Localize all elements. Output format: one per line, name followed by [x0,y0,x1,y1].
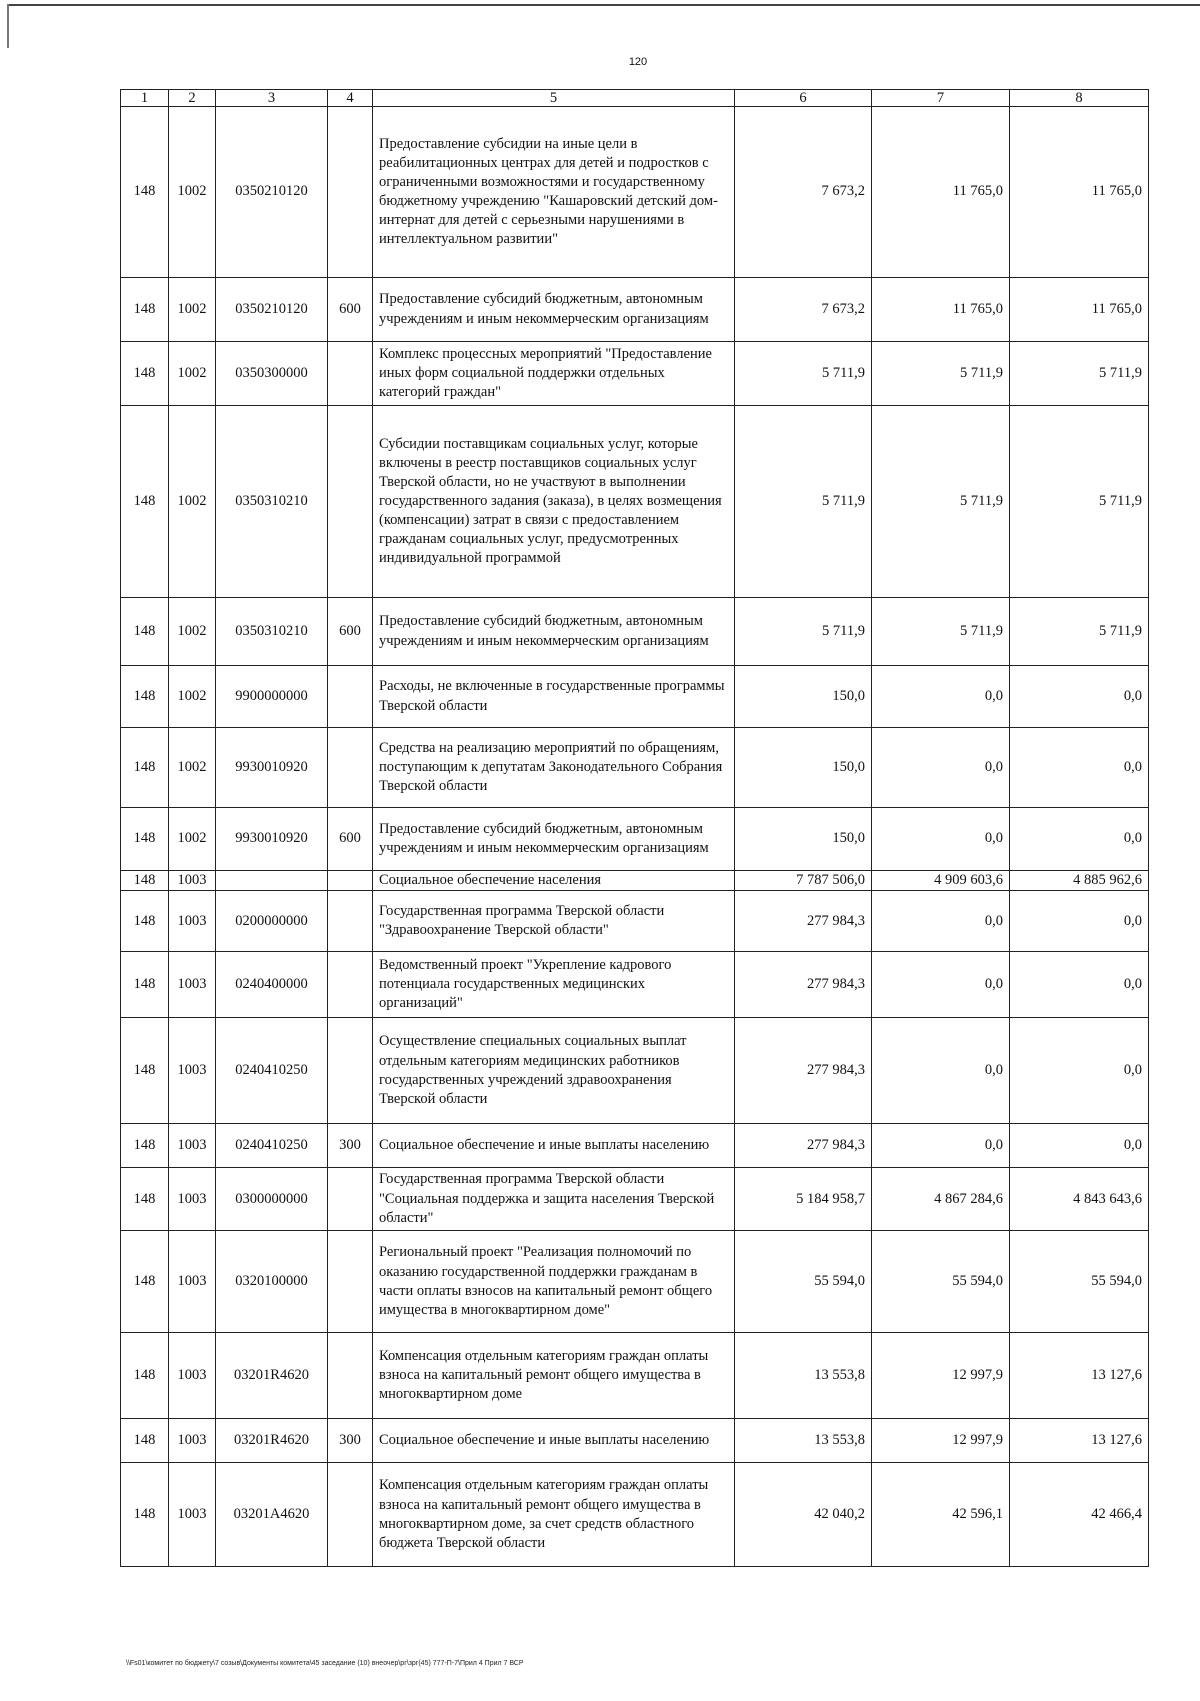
row-description: Предоставление субсидий бюджетным, автономным учреждениям и иным некоммерческим организациям [373,598,735,666]
amount-col6: 13 553,8 [735,1333,872,1419]
ministry-code: 148 [121,808,169,871]
row-description: Расходы, не включенные в государственные программы Тверской области [373,666,735,728]
expense-type-code [328,107,373,278]
target-article-code: 9930010920 [216,808,328,871]
row-description: Социальное обеспечение и иные выплаты населению [373,1419,735,1463]
row-description: Ведомственный проект "Укрепление кадрового потенциала государственных медицинских организаций" [373,952,735,1018]
amount-col6: 5 711,9 [735,406,872,598]
amount-col8: 0,0 [1010,666,1149,728]
section-code: 1002 [169,342,216,406]
expense-type-code [328,1231,373,1333]
amount-col6: 7 673,2 [735,278,872,342]
amount-col7: 0,0 [872,1124,1010,1168]
row-description: Социальное обеспечение и иные выплаты населению [373,1124,735,1168]
amount-col7: 55 594,0 [872,1231,1010,1333]
page-number: 120 [628,56,648,68]
column-header: 5 [373,90,735,107]
amount-col6: 277 984,3 [735,952,872,1018]
amount-col8: 0,0 [1010,891,1149,952]
row-description: Средства на реализацию мероприятий по обращениям, поступающим к депутатам Законодательного Собрания Тверской области [373,728,735,808]
section-code: 1003 [169,1419,216,1463]
target-article-code: 9900000000 [216,666,328,728]
ministry-code: 148 [121,1124,169,1168]
file-path-footer: \\Fs01\комитет по бюджету\7 созыв\Документы комитета\45 заседание (10) внеочер\рг\зрг(45) 777-П-7\Прил 4 Прил 7 ВСР [126,1660,524,1667]
expense-type-code: 600 [328,598,373,666]
amount-col8: 0,0 [1010,728,1149,808]
ministry-code: 148 [121,1231,169,1333]
target-article-code: 03201A4620 [216,1463,328,1567]
section-code: 1003 [169,871,216,891]
ministry-code: 148 [121,1018,169,1124]
section-code: 1003 [169,1333,216,1419]
target-article-code: 0320100000 [216,1231,328,1333]
row-description: Осуществление специальных социальных выплат отдельным категориям медицинских работников государственных учреждений здравоохранения Тверской области [373,1018,735,1124]
target-article-code: 0350300000 [216,342,328,406]
ministry-code: 148 [121,278,169,342]
amount-col7: 11 765,0 [872,278,1010,342]
target-article-code: 0240400000 [216,952,328,1018]
row-description: Компенсация отдельным категориям граждан оплаты взноса на капитальный ремонт общего имущества в многоквартирном доме, за счет средств областного бюджета Тверской области [373,1463,735,1567]
ministry-code: 148 [121,891,169,952]
expense-type-code: 600 [328,808,373,871]
row-description: Региональный проект "Реализация полномочий по оказанию государственной поддержки гражданам в части оплаты взносов на капитальный ремонт общего имущества в многоквартирном доме" [373,1231,735,1333]
target-article-code: 0350210120 [216,107,328,278]
amount-col8: 11 765,0 [1010,278,1149,342]
amount-col7: 5 711,9 [872,342,1010,406]
scan-edge-line [8,4,1200,6]
section-code: 1002 [169,406,216,598]
amount-col7: 12 997,9 [872,1419,1010,1463]
row-description: Предоставление субсидий бюджетным, автономным учреждениям и иным некоммерческим организациям [373,278,735,342]
table-row [121,1018,1149,1124]
target-article-code: 03201R4620 [216,1333,328,1419]
target-article-code: 0200000000 [216,891,328,952]
amount-col6: 5 184 958,7 [735,1168,872,1231]
section-code: 1003 [169,1124,216,1168]
section-code: 1003 [169,952,216,1018]
section-code: 1003 [169,891,216,952]
table-row [121,728,1149,808]
expense-type-code [328,1463,373,1567]
ministry-code: 148 [121,1168,169,1231]
amount-col6: 277 984,3 [735,1124,872,1168]
expense-type-code [328,666,373,728]
amount-col7: 0,0 [872,728,1010,808]
table-row [121,952,1149,1018]
row-description: Предоставление субсидии на иные цели в реабилитационных центрах для детей и подростков с ограниченными возможностями и государственному бюджетному учреждению "Кашаровский детский дом-интернат для детей с серьезными нарушениями в интеллектуальном развитии" [373,107,735,278]
row-description: Предоставление субсидий бюджетным, автономным учреждениям и иным некоммерческим организациям [373,808,735,871]
ministry-code: 148 [121,666,169,728]
table-row [121,406,1149,598]
amount-col6: 277 984,3 [735,1018,872,1124]
expense-type-code [328,1018,373,1124]
row-description: Субсидии поставщикам социальных услуг, которые включены в реестр поставщиков социальных услуг Тверской области, но не участвуют в выполнении государственного задания (заказа), в целях возмещения (компенсации) затрат в связи с предоставлением гражданам социальных услуг, предусмотренных индивидуальной программой [373,406,735,598]
expense-type-code [328,342,373,406]
amount-col8: 4 885 962,6 [1010,871,1149,891]
expense-type-code [328,406,373,598]
expense-type-code: 300 [328,1419,373,1463]
amount-col6: 42 040,2 [735,1463,872,1567]
amount-col6: 7 673,2 [735,107,872,278]
expense-type-code: 600 [328,278,373,342]
amount-col7: 5 711,9 [872,598,1010,666]
amount-col7: 0,0 [872,952,1010,1018]
target-article-code: 0350310210 [216,598,328,666]
ministry-code: 148 [121,1419,169,1463]
amount-col8: 55 594,0 [1010,1231,1149,1333]
amount-col7: 4 909 603,6 [872,871,1010,891]
ministry-code: 148 [121,871,169,891]
table-row [121,808,1149,871]
amount-col7: 0,0 [872,1018,1010,1124]
column-header: 2 [169,90,216,107]
section-code: 1002 [169,107,216,278]
row-description: Комплекс процессных мероприятий "Предоставление иных форм социальной поддержки отдельных категорий граждан" [373,342,735,406]
amount-col7: 5 711,9 [872,406,1010,598]
section-code: 1002 [169,666,216,728]
target-article-code: 03201R4620 [216,1419,328,1463]
ministry-code: 148 [121,728,169,808]
ministry-code: 148 [121,952,169,1018]
amount-col8: 13 127,6 [1010,1333,1149,1419]
table-row [121,666,1149,728]
expense-type-code: 300 [328,1124,373,1168]
ministry-code: 148 [121,107,169,278]
table-row [121,1231,1149,1333]
ministry-code: 148 [121,1333,169,1419]
table-row [121,342,1149,406]
amount-col6: 7 787 506,0 [735,871,872,891]
amount-col6: 150,0 [735,808,872,871]
amount-col7: 4 867 284,6 [872,1168,1010,1231]
target-article-code: 0240410250 [216,1124,328,1168]
column-number-row [121,90,1149,107]
table-row [121,1419,1149,1463]
section-code: 1002 [169,598,216,666]
column-header: 4 [328,90,373,107]
amount-col7: 42 596,1 [872,1463,1010,1567]
amount-col8: 5 711,9 [1010,406,1149,598]
section-code: 1003 [169,1018,216,1124]
amount-col8: 0,0 [1010,808,1149,871]
table-row [121,598,1149,666]
expense-type-code [328,871,373,891]
table-row [121,1168,1149,1231]
section-code: 1003 [169,1231,216,1333]
amount-col8: 0,0 [1010,1124,1149,1168]
table-row [121,1124,1149,1168]
row-description: Социальное обеспечение населения [373,871,735,891]
target-article-code: 0300000000 [216,1168,328,1231]
ministry-code: 148 [121,1463,169,1567]
amount-col6: 150,0 [735,666,872,728]
scan-edge-line-left [7,4,9,48]
section-code: 1003 [169,1463,216,1567]
table-row [121,1463,1149,1567]
expense-type-code [328,1333,373,1419]
section-code: 1002 [169,728,216,808]
amount-col6: 55 594,0 [735,1231,872,1333]
target-article-code: 0240410250 [216,1018,328,1124]
table-row [121,891,1149,952]
amount-col7: 12 997,9 [872,1333,1010,1419]
ministry-code: 148 [121,342,169,406]
amount-col8: 0,0 [1010,1018,1149,1124]
amount-col6: 5 711,9 [735,598,872,666]
section-code: 1002 [169,808,216,871]
amount-col8: 5 711,9 [1010,598,1149,666]
amount-col8: 4 843 643,6 [1010,1168,1149,1231]
ministry-code: 148 [121,406,169,598]
row-description: Государственная программа Тверской области "Социальная поддержка и защита населения Тверской области" [373,1168,735,1231]
target-article-code [216,871,328,891]
amount-col7: 0,0 [872,808,1010,871]
column-header: 7 [872,90,1010,107]
amount-col7: 0,0 [872,666,1010,728]
expense-type-code [328,891,373,952]
amount-col8: 11 765,0 [1010,107,1149,278]
amount-col6: 5 711,9 [735,342,872,406]
ministry-code: 148 [121,598,169,666]
amount-col8: 13 127,6 [1010,1419,1149,1463]
target-article-code: 0350210120 [216,278,328,342]
budget-table [120,89,1149,1567]
table-row [121,278,1149,342]
column-header: 1 [121,90,169,107]
amount-col6: 150,0 [735,728,872,808]
amount-col7: 0,0 [872,891,1010,952]
section-code: 1003 [169,1168,216,1231]
table-row [121,107,1149,278]
section-code: 1002 [169,278,216,342]
table-row [121,1333,1149,1419]
amount-col8: 5 711,9 [1010,342,1149,406]
target-article-code: 9930010920 [216,728,328,808]
expense-type-code [328,728,373,808]
amount-col6: 13 553,8 [735,1419,872,1463]
amount-col7: 11 765,0 [872,107,1010,278]
column-header: 3 [216,90,328,107]
target-article-code: 0350310210 [216,406,328,598]
expense-type-code [328,952,373,1018]
column-header: 6 [735,90,872,107]
amount-col8: 0,0 [1010,952,1149,1018]
amount-col8: 42 466,4 [1010,1463,1149,1567]
row-description: Компенсация отдельным категориям граждан оплаты взноса на капитальный ремонт общего имущества в многоквартирном доме [373,1333,735,1419]
row-description: Государственная программа Тверской области "Здравоохранение Тверской области" [373,891,735,952]
expense-type-code [328,1168,373,1231]
table-row [121,871,1149,891]
column-header: 8 [1010,90,1149,107]
amount-col6: 277 984,3 [735,891,872,952]
